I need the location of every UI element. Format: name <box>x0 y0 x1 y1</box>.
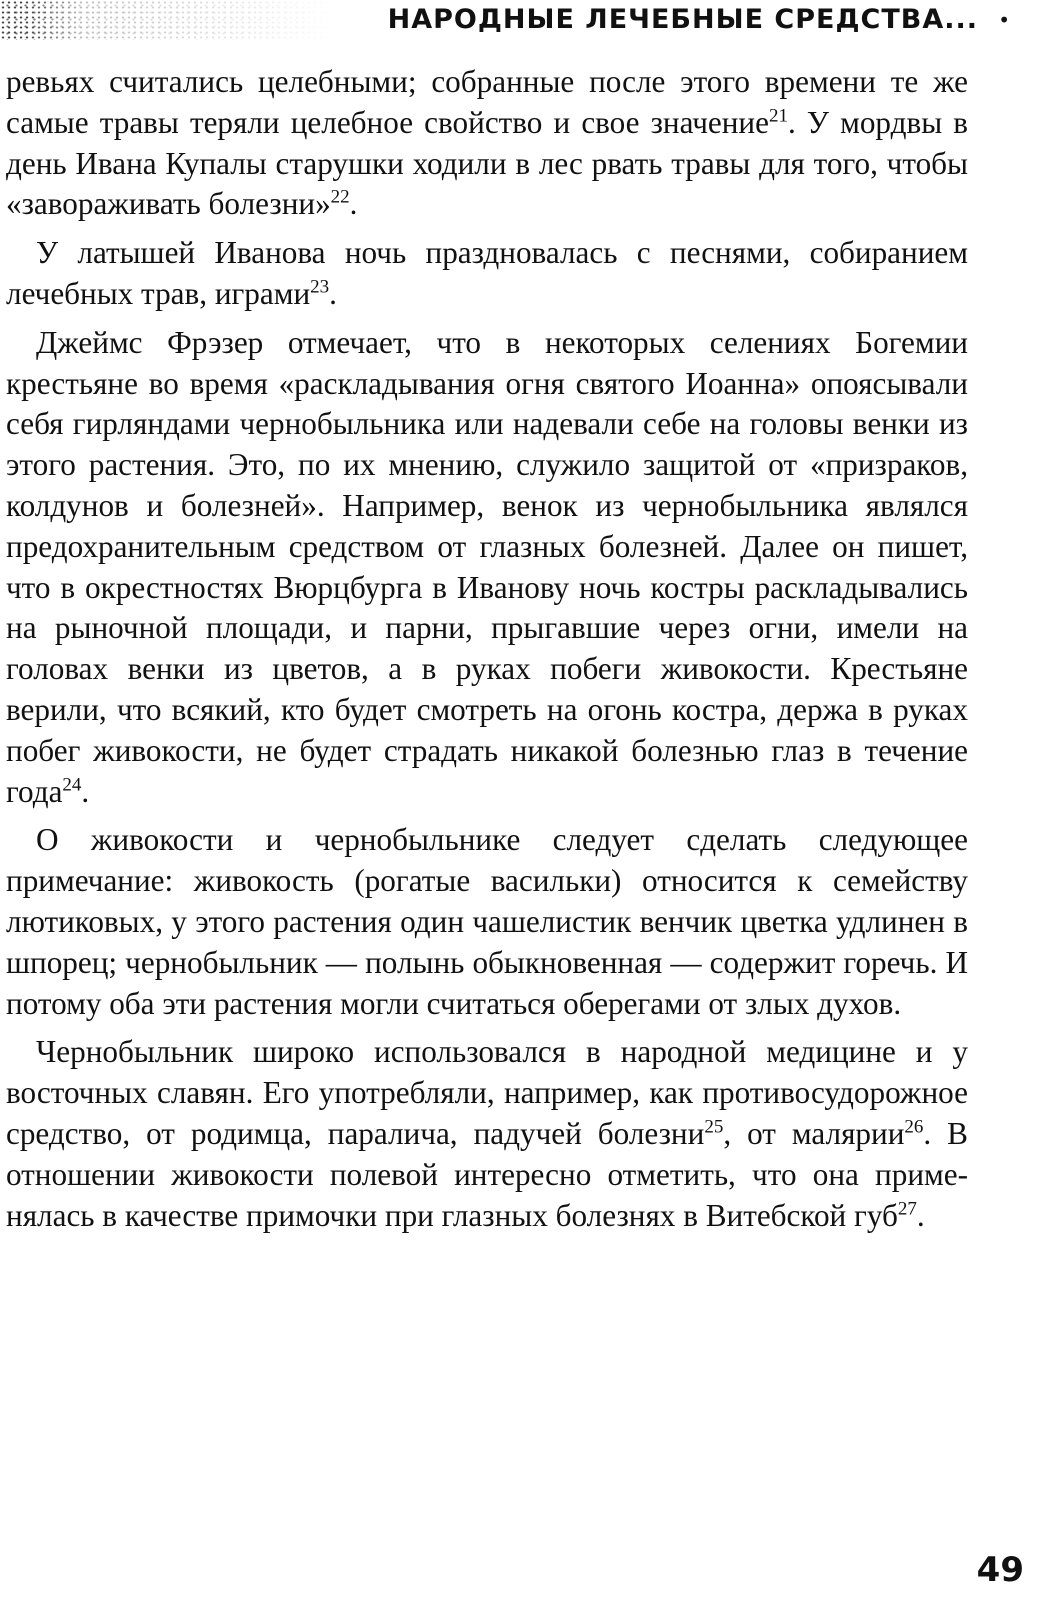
footnote-ref: 22 <box>330 187 350 208</box>
page-number: 49 <box>976 1550 1024 1590</box>
running-header <box>0 0 1040 44</box>
text-run: Чернобыльник широко использовался в народной медицине и у восточных славян. Его употребляли, например, как противосудорожное средство, от родимца, паралича, падучей болезни <box>6 1034 968 1151</box>
footnote-ref: 24 <box>62 774 82 796</box>
running-header-title: НАРОДНЫЕ ЛЕЧЕБНЫЕ СРЕДСТВА... <box>387 4 978 35</box>
paragraph <box>6 323 968 813</box>
page-body <box>6 62 968 1236</box>
text-run: . <box>349 186 358 222</box>
text-run: . <box>81 773 90 809</box>
text-run: . У мордвы в день Ивана Купалы старушки ходили в лес рвать травы для того, чтобы «завораживать болезни» <box>6 104 968 222</box>
footnote-ref: 21 <box>768 105 788 127</box>
paragraph <box>6 820 968 1024</box>
text-run: Джеймс Фрэзер отмечает, что в некоторых селениях Богемии крестьяне во время «раскладывания огня святого Иоанна» опоясывали себя гирляндами чернобыльника или надевали себе на головы венки из этого растения. Это, по их мнению, служило защитой от «призраков, колдунов и болезней». Например, венок из чернобыльника являлся предохранительным средством от глазных болезней. Далее он пишет, что в окрестностях Вюрцбурга в Иванову ночь костры раскладывались на рыночной площади, и парни, прыгавшие через огни, имели на головах венки из цветов, а в руках побеги живокости. Крестьяне верили, что всякий, кто будет смотреть на огонь костра, держа в руках побег живокости, не будет страдать никакой болезнью глаз в течение года <box>6 324 968 809</box>
footnote-ref: 23 <box>310 276 330 298</box>
header-ornament-texture <box>0 0 330 40</box>
paragraph <box>6 1032 968 1236</box>
text-run: , от малярии <box>723 1115 905 1151</box>
paragraph <box>6 62 968 225</box>
header-bullet: • <box>998 8 1010 32</box>
text-run: . <box>916 1197 925 1233</box>
text-run: ревьях считались целебными; собранные после этого времени те же самые травы теряли целебное свойство и свое значение <box>6 64 968 140</box>
footnote-ref: 27 <box>897 1198 917 1220</box>
footnote-ref: 25 <box>704 1116 724 1138</box>
text-run: О живокости и чернобыльнике следует сделать следующее примечание: живокость (рогатые васильки) относится к семейству лютиковых, у этого растения один чашелистик венчик цветка удлинен в шпорец; чернобыльник — полынь обыкновенная — содержит горечь. И потому оба эти растения могли считаться оберегами от злых духов. <box>6 822 968 1021</box>
text-run: . <box>329 275 337 311</box>
paragraph <box>6 233 968 315</box>
text-run: У латышей Иванова ночь праздновалась с песнями, собиранием лечебных трав, играми <box>6 235 968 311</box>
text-run: . В отношении живокости полевой интересно отметить, что она применялась в качестве примочки при глазных болезнях в Витебской губ <box>6 1115 968 1233</box>
footnote-ref: 26 <box>904 1116 924 1138</box>
